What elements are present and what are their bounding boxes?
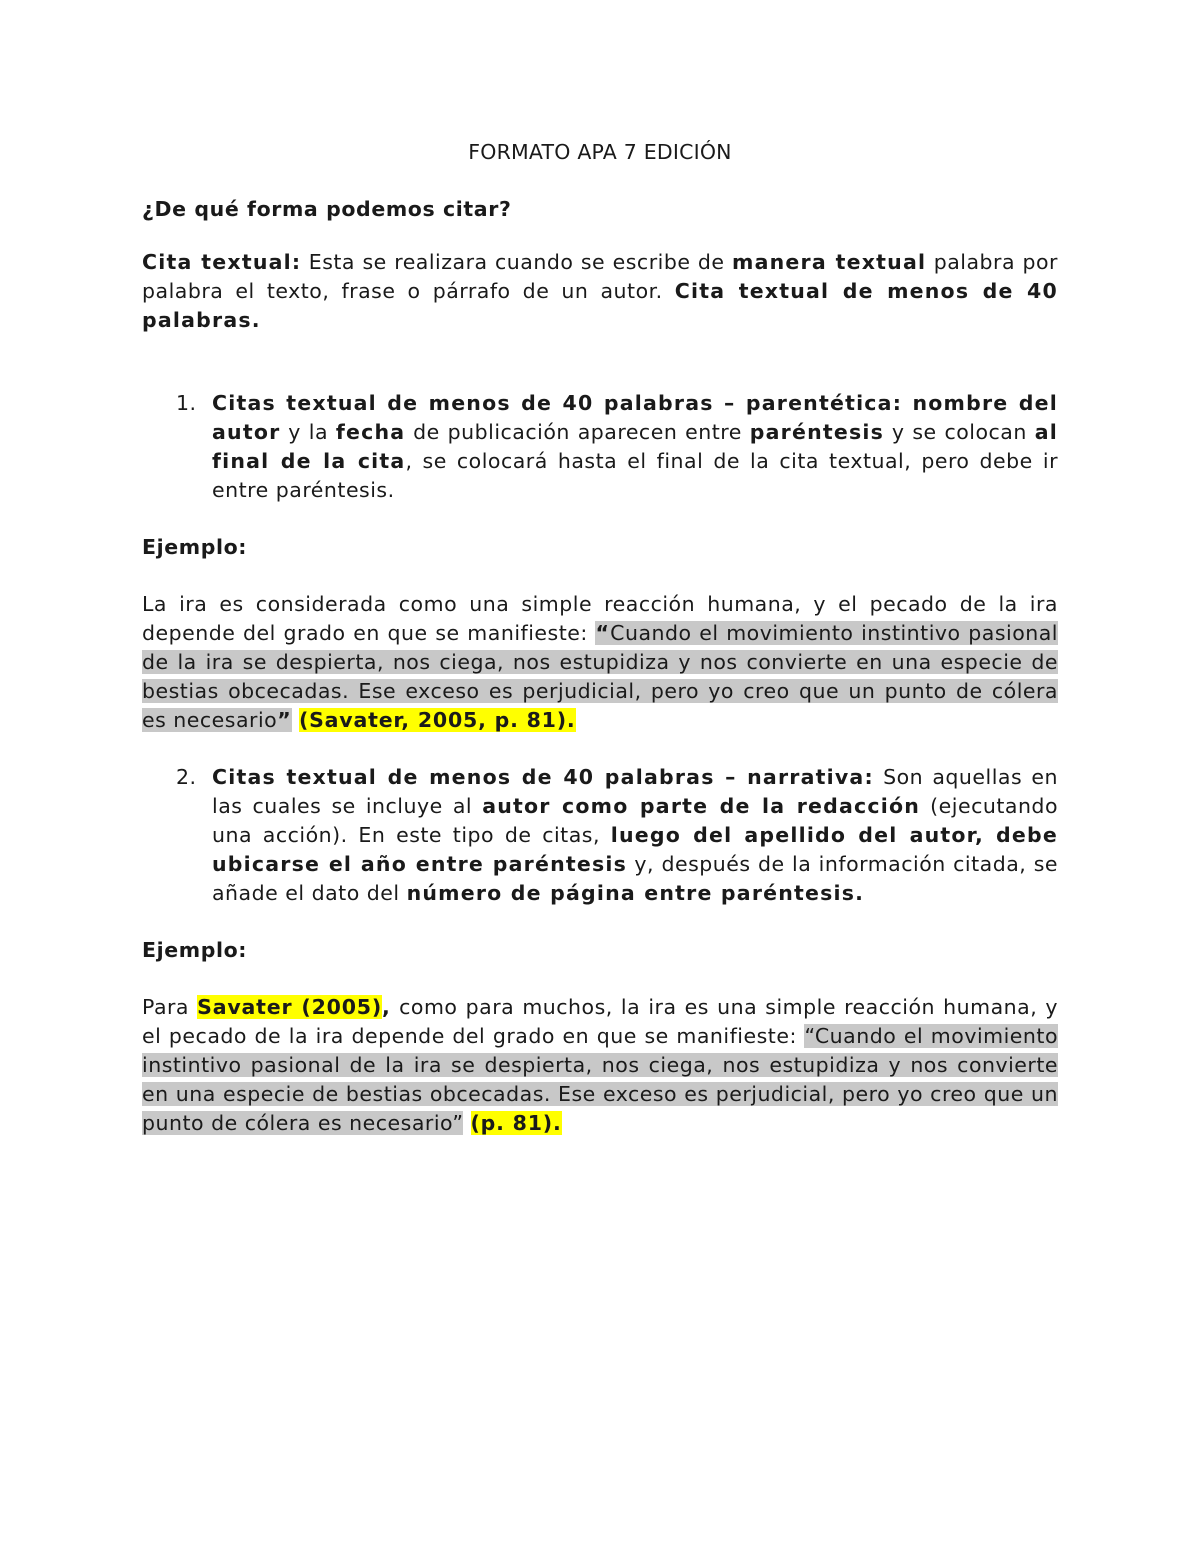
- example2-citation: (p. 81).: [470, 1111, 562, 1135]
- example1-citation: (Savater, 2005, p. 81).: [298, 708, 576, 732]
- intro-bold-2: Cita textual de menos de 40 palabras.: [142, 279, 1058, 332]
- item2-bold-1: Citas textual de menos de 40 palabras – narrativa:: [212, 765, 874, 789]
- item1-text-3: y se colocan: [884, 420, 1035, 444]
- item2-text-1: Son aquellas en las cuales se incluye al: [212, 765, 1058, 818]
- section-question: ¿De qué forma podemos citar?: [142, 197, 512, 221]
- example1-quote-close: ”: [277, 708, 292, 732]
- example2-text-1: Para: [142, 995, 198, 1019]
- example2-comma: ,: [382, 995, 392, 1019]
- example-paragraph-2: [142, 993, 1058, 1138]
- example2-text-2: como para muchos, la ira es una simple reacción humana, y el pecado de la ira depende del grado en que se manifieste:: [142, 995, 1058, 1048]
- list-item-2: [176, 763, 1058, 908]
- intro-label: Cita textual:: [142, 250, 302, 274]
- example1-space: [292, 708, 299, 732]
- list-item-1: [176, 389, 1058, 505]
- list-number-1: 1.: [176, 391, 197, 415]
- item2-text-2: (ejecutando una acción). En este tipo de citas,: [212, 794, 1058, 847]
- example1-quote-text: Cuando el movimiento instintivo pasional de la ira se despierta, nos ciega, nos estupidiza y nos convierte en una especie de bestias obcecadas. Ese exceso es perjudicial, pero yo creo que un punto de cólera es necesario: [142, 621, 1058, 732]
- example-paragraph-1: [142, 590, 1058, 735]
- item1-text-4: , se colocará hasta el final de la cita textual, pero debe ir entre paréntesis.: [212, 449, 1058, 502]
- item1-text-2: de publicación aparecen entre: [405, 420, 750, 444]
- intro-text-2: palabra por palabra el texto, frase o párrafo de un autor.: [142, 250, 1058, 303]
- list-number-2: 2.: [176, 765, 197, 789]
- example2-author: Savater (2005): [197, 995, 383, 1019]
- intro-bold-1: manera textual: [732, 250, 927, 274]
- item2-bold-3: luego del apellido del autor, debe ubicarse el año entre paréntesis: [212, 823, 1058, 876]
- example1-quote-open: “: [595, 621, 611, 645]
- example-label-2: Ejemplo:: [142, 938, 248, 962]
- example2-space: [463, 1111, 470, 1135]
- example1-text: La ira es considerada como una simple reacción humana, y el pecado de la ira depende del grado en que se manifieste:: [142, 592, 1058, 645]
- item1-bold-1: Citas textual de menos de 40 palabras – parentética: nombre del autor: [212, 391, 1058, 444]
- item1-bold-4: al final de la cita: [212, 420, 1058, 473]
- item1-text-1: y la: [280, 420, 336, 444]
- document-title: FORMATO APA 7 EDICIÓN: [468, 140, 732, 164]
- item1-bold-3: paréntesis: [749, 420, 884, 444]
- item2-text-3: y, después de la información citada, se añade el dato del: [212, 852, 1058, 905]
- intro-paragraph: [142, 248, 1058, 335]
- example2-quote: “Cuando el movimiento instintivo pasional de la ira se despierta, nos ciega, nos estupidiza y nos convierte en una especie de bestias obcecadas. Ese exceso es perjudicial, pero yo creo que un punto de cólera es necesario”: [142, 1024, 1058, 1135]
- item2-bold-4: número de página entre paréntesis.: [406, 881, 865, 905]
- item2-bold-2: autor como parte de la redacción: [482, 794, 921, 818]
- item1-bold-2: fecha: [335, 420, 406, 444]
- example-label-1: Ejemplo:: [142, 535, 248, 559]
- intro-text-1: Esta se realizara cuando se escribe de: [301, 250, 733, 274]
